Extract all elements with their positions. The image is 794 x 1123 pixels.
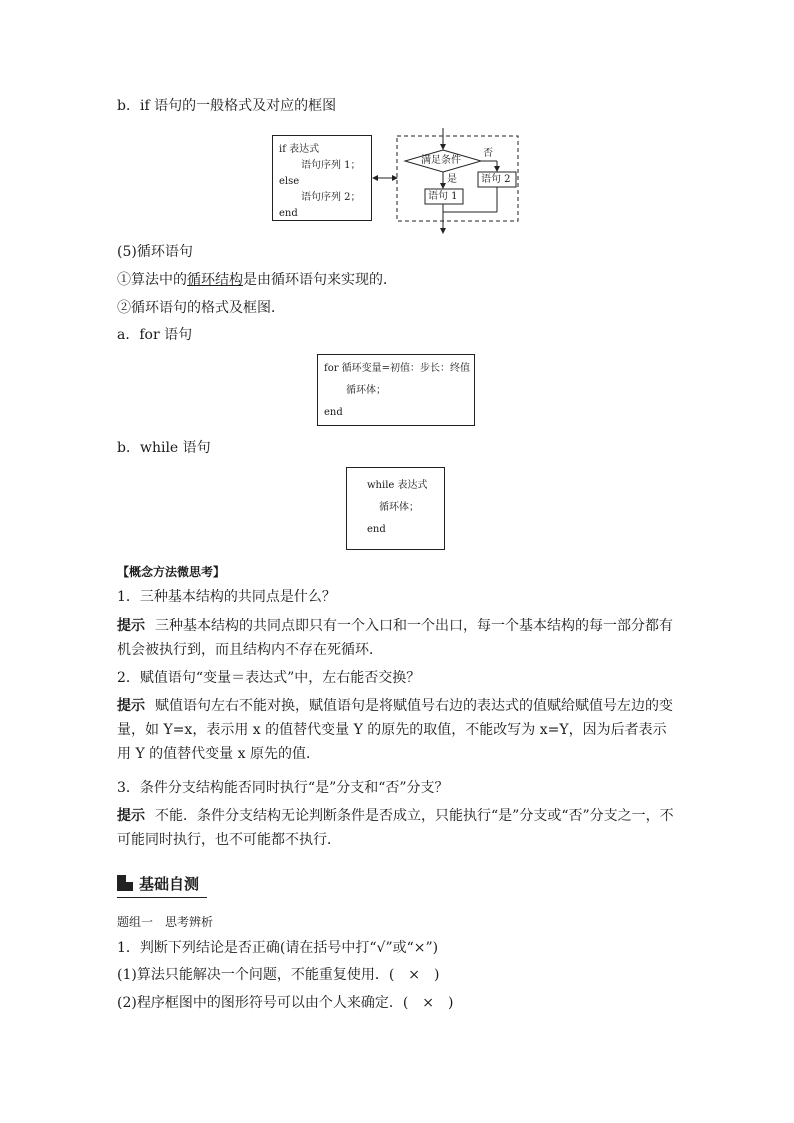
if-code-line: end [279,208,298,219]
section-divider [117,897,207,898]
concept-header: 【概念方法微思考】 [117,565,226,579]
if-section-heading: b．if 语句的一般格式及对应的框图 [117,98,337,114]
flow-stmt1-label: 语句 1 [428,191,458,202]
for-code-box [317,354,475,426]
self-test-header [117,872,199,894]
while-heading: b．while 语句 [117,440,211,456]
flow-yes-label: 是 [447,174,457,185]
if-code-line: if 表达式 [279,144,320,155]
flow-stmt2-label: 语句 2 [481,174,511,185]
loop-item-1-suffix: 是由循环语句来实现的． [243,272,397,288]
question-1: 1．三种基本结构的共同点是什么？ [117,589,336,605]
test-statement-2: (2)程序框图中的图形符号可以由个人来确定．( × ) [117,995,454,1011]
for-heading: a．for 语句 [117,327,193,343]
question-2: 2．赋值语句“变量＝表达式”中，左右能否交换？ [117,670,421,686]
if-code-line: 语句序列 1； [301,160,361,171]
for-code-line: for 循环变量=初值：步长：终值 [324,363,471,374]
loop-section-title: (5)循环语句 [117,244,193,260]
loop-item-1 [117,270,397,290]
answer-2 [117,694,679,766]
for-code-line: end [324,407,343,418]
while-code-line: 循环体； [379,502,419,513]
answer-1 [117,614,679,662]
for-code-line: 循环体； [346,385,386,396]
if-code-line: 语句序列 2； [301,192,361,203]
while-code-line: while 表达式 [367,480,428,491]
question-3: 3．条件分支结构能否同时执行“是”分支和“否”分支？ [117,780,449,796]
section-square-icon [117,875,133,891]
if-code-box [272,135,372,221]
if-flowchart [395,128,523,242]
while-code-box [346,467,445,550]
question-group: 题组一 思考辨析 [117,915,214,929]
while-code-line: end [367,524,386,535]
flow-condition-label: 满足条件 [421,155,461,166]
tip-label: 提示 [117,698,145,714]
tip-label: 提示 [117,618,145,634]
self-test-title: 基础自测 [139,874,200,893]
answer-1-text: 三种基本结构的共同点即只有一个入口和一个出口，每一个基本结构的每一部分都有机会被执行到，而且结构内不存在死循环． [117,618,673,658]
loop-item-2: ②循环语句的格式及框图． [117,300,285,316]
answer-2-text: 赋值语句左右不能对换，赋值语句是将赋值号右边的表达式的值赋给赋值号左边的变量，如 Y=x，表示用 x 的值替代变量 Y 的原先的取值，不能改写为 x=Y，因为后者表示用 Y 的值替代变量 x 原先的值． [117,698,673,762]
loop-item-1-prefix: ①算法中的 [117,272,187,288]
loop-item-1-underlined: 循环结构 [187,272,243,288]
flow-no-label: 否 [483,148,493,159]
test-question-1: 1．判断下列结论是否正确(请在括号中打“√”或“×”) [117,940,439,956]
tip-label: 提示 [117,808,145,824]
answer-3 [117,804,679,852]
if-code-line: else [279,176,300,187]
test-statement-1: (1)算法只能解决一个问题，不能重复使用．( × ) [117,967,440,983]
answer-3-text: 不能．条件分支结构无论判断条件是否成立，只能执行“是”分支或“否”分支之一，不可能同时执行，也不可能都不执行． [117,808,674,848]
